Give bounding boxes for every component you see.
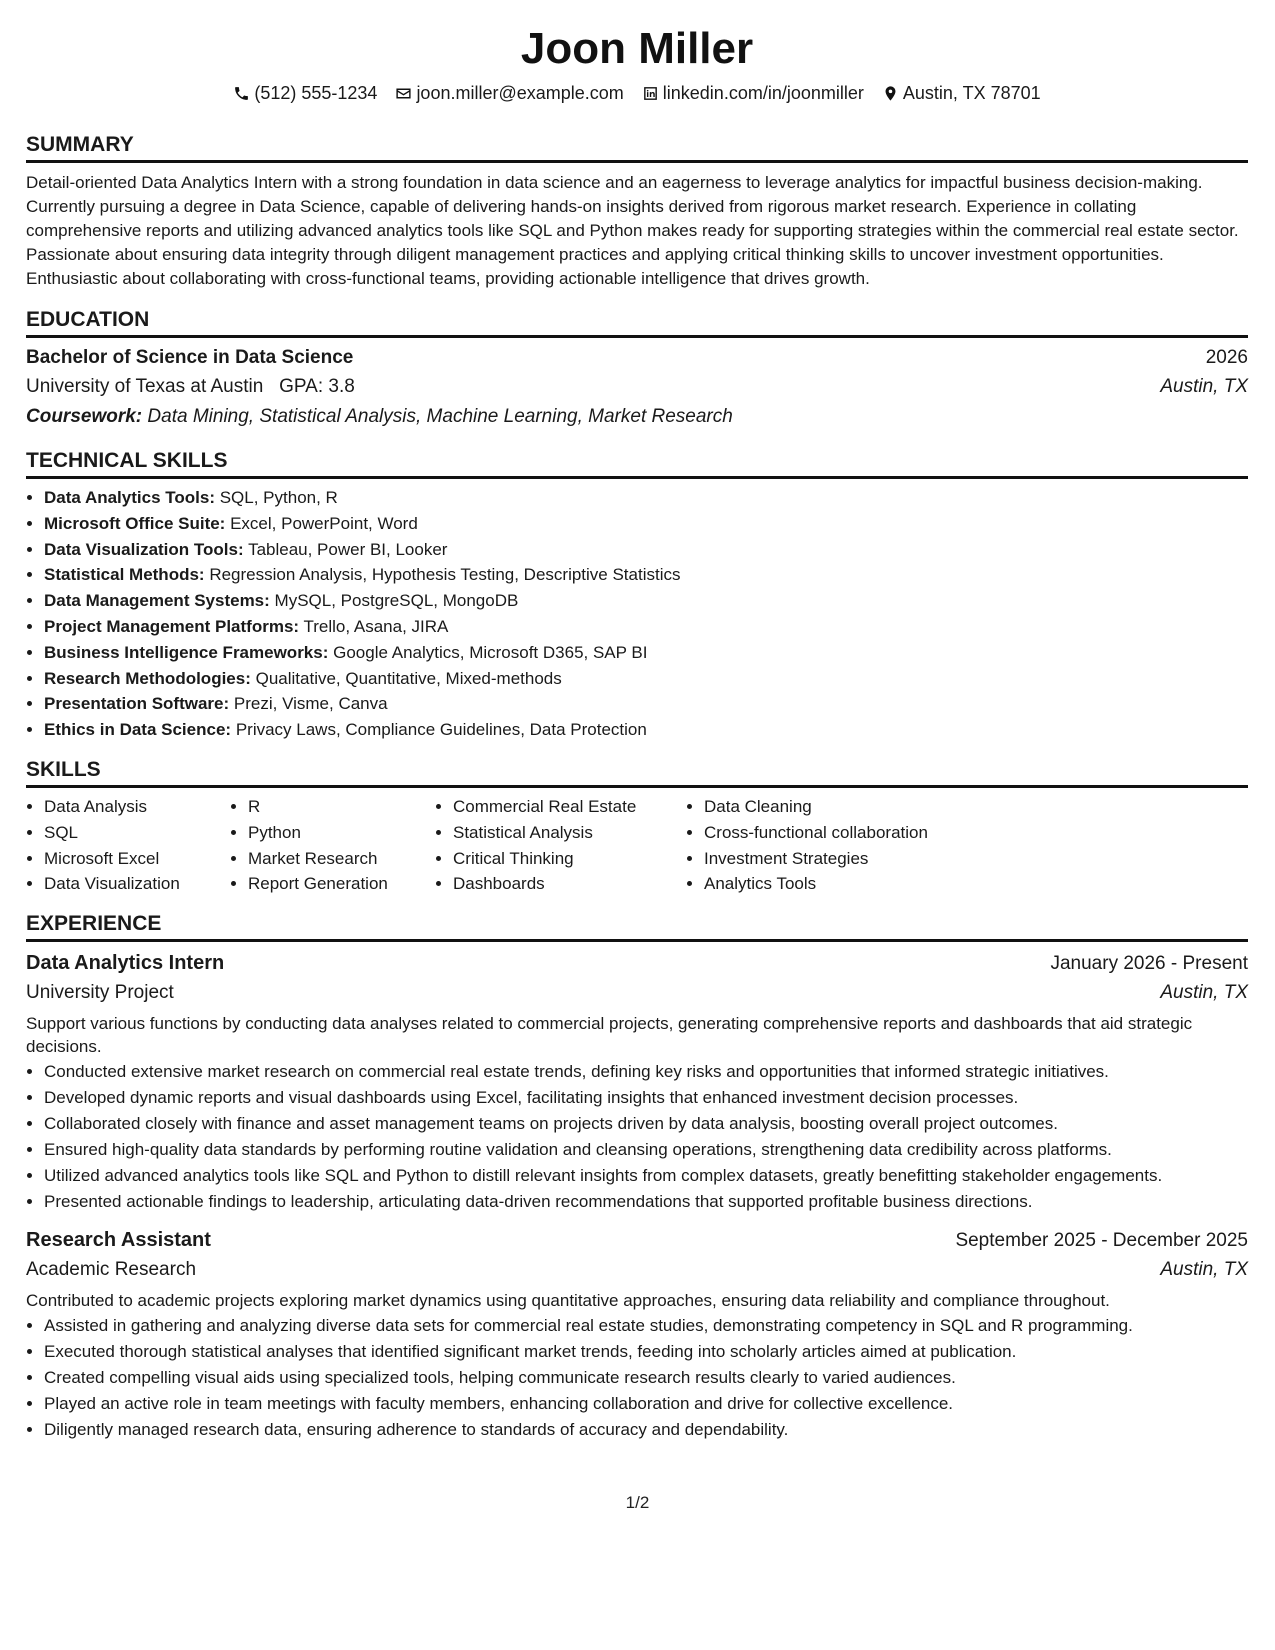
job-header <box>26 1225 1248 1255</box>
skill-value: Privacy Laws, Compliance Guidelines, Data Protection <box>235 720 647 740</box>
skill-label: Research Methodologies: <box>44 668 251 688</box>
skill-value: Trello, Asana, JIRA <box>303 616 449 636</box>
skill-label: Data Analytics Tools: <box>44 488 215 507</box>
candidate-name: Joon Miller <box>520 24 754 73</box>
job-dates: September 2025 - December 2025 <box>955 1230 1248 1252</box>
skill-label: Ethics in Data Science: <box>44 720 232 740</box>
school <box>26 372 355 402</box>
resume-page <box>26 22 1248 1444</box>
email-text: joon.miller@example.com <box>416 83 624 103</box>
list-item: • Diligently managed research data, ensuring adherence to standards of accuracy and dependability. <box>44 1418 1248 1441</box>
list-item: • Analytics Tools <box>704 871 1104 897</box>
skill-label: Presentation Software: <box>44 694 230 714</box>
list-item <box>44 666 1248 692</box>
list-item: • Developed dynamic reports and visual dashboards using Excel, facilitating insights that enhanced investment decision processes. <box>44 1086 1248 1109</box>
skills-column <box>230 794 435 897</box>
technical-skills-list <box>26 485 1248 743</box>
skill-label: Data Management Systems: <box>44 591 270 611</box>
summary-section <box>26 132 1248 291</box>
list-item: • Executed thorough statistical analyses that identified significant market trends, feeding into scholarly articles aimed at publication. <box>44 1340 1248 1363</box>
skill-value: Google Analytics, Microsoft D365, SAP BI <box>333 642 648 662</box>
list-item: • Played an active role in team meetings with faculty members, enhancing collaboration and drive for collective excellence. <box>44 1392 1248 1415</box>
list-item: • Statistical Analysis <box>453 820 686 846</box>
list-item <box>44 691 1248 717</box>
job-summary: Support various functions by conducting data analyses related to commercial projects, generating comprehensive reports and dashboards that aid strategic decisions. <box>26 1014 1193 1057</box>
skill-value: SQL, Python, R <box>219 488 338 507</box>
location-text: Austin, TX 78701 <box>902 83 1041 103</box>
list-item <box>44 537 1248 563</box>
list-item: • Python <box>248 820 435 846</box>
phone-text: (512) 555-1234 <box>254 83 378 103</box>
phone-icon <box>233 85 250 102</box>
job-subheader <box>26 1255 1248 1285</box>
section-title: TECHNICAL SKILLS <box>26 448 1248 479</box>
linkedin-icon <box>642 85 659 102</box>
list-item <box>44 588 1248 614</box>
job-subheader <box>26 978 1248 1008</box>
list-item: • Assisted in gathering and analyzing diverse data sets for commercial real estate studies, demonstrating competency in SQL and R programming. <box>44 1314 1248 1337</box>
contact-bar <box>26 80 1248 106</box>
skill-label: Statistical Methods: <box>44 565 205 585</box>
job-entry <box>26 948 1248 1213</box>
list-item: • Cross-functional collaboration <box>704 820 1104 846</box>
skill-value: Excel, PowerPoint, Word <box>230 513 418 533</box>
gpa: GPA: 3.8 <box>279 376 355 397</box>
job-location: Austin, TX <box>1160 1259 1248 1281</box>
skill-value: MySQL, PostgreSQL, MongoDB <box>274 591 519 611</box>
contact-location <box>882 80 1041 106</box>
job-header <box>26 948 1248 978</box>
degree: Bachelor of Science in Data Science <box>26 347 354 368</box>
skill-label: Data Visualization Tools: <box>44 539 244 559</box>
experience-section <box>26 911 1248 1441</box>
list-item: • Commercial Real Estate <box>453 794 686 820</box>
list-item <box>44 485 1248 511</box>
technical-skills-section <box>26 448 1248 743</box>
job-title: Data Analytics Intern <box>26 952 225 975</box>
linkedin-text: linkedin.com/in/joonmiller <box>662 83 864 103</box>
job-location: Austin, TX <box>1160 982 1248 1004</box>
envelope-icon <box>395 85 412 102</box>
list-item <box>44 511 1248 537</box>
coursework <box>26 402 1248 432</box>
skill-value: Tableau, Power BI, Looker <box>248 539 448 559</box>
contact-email[interactable] <box>395 80 623 106</box>
list-item: • Market Research <box>248 846 435 872</box>
page-number: 1/2 <box>625 1493 650 1512</box>
job-bullets <box>26 1314 1248 1441</box>
list-item <box>44 614 1248 640</box>
section-title: EDUCATION <box>26 307 1248 338</box>
coursework-list: Data Mining, Statistical Analysis, Machine Learning, Market Research <box>147 406 733 427</box>
graduation-year: 2026 <box>1205 347 1248 368</box>
list-item: • R <box>248 794 435 820</box>
skill-value: Qualitative, Quantitative, Mixed-methods <box>255 668 562 688</box>
contact-phone[interactable] <box>233 80 377 106</box>
skill-value: Regression Analysis, Hypothesis Testing, Descriptive Statistics <box>209 565 681 585</box>
list-item: • Utilized advanced analytics tools like SQL and Python to distill relevant insights from complex datasets, greatly benefitting stakeholder engagements. <box>44 1164 1248 1187</box>
list-item: • Collaborated closely with finance and asset management teams on projects driven by data analysis, boosting overall project outcomes. <box>44 1112 1248 1135</box>
list-item <box>44 717 1248 743</box>
list-item: • Dashboards <box>453 871 686 897</box>
skill-value: Prezi, Visme, Canva <box>233 694 388 714</box>
coursework-label: Coursework: <box>26 406 143 427</box>
section-title: SUMMARY <box>26 132 1248 163</box>
section-title: SKILLS <box>26 757 1248 788</box>
section-title: EXPERIENCE <box>26 911 1248 942</box>
map-pin-icon <box>882 85 899 102</box>
skills-grid <box>26 794 1248 897</box>
skill-label: Microsoft Office Suite: <box>44 513 226 533</box>
skills-column <box>686 794 1104 897</box>
job-bullets <box>26 1060 1248 1213</box>
education-row <box>26 344 1248 372</box>
school-name: University of Texas at Austin <box>26 376 264 397</box>
summary-text: Detail-oriented Data Analytics Intern with a strong foundation in data science and an eagerness to leverage analytics for impactful business decision-making. Currently pursuing a degree in Data Science, capable of delivering hands-on insights derived from rigorous market research. Experience in collating comprehensive reports and utilizing advanced analytics tools like SQL and Python makes ready for supporting strategies within the commercial real estate sector. Passionate about ensuring data integrity through diligent management practices and applying critical thinking skills to uncover investment opportunities. Enthusiastic about collaborating with cross-functional teams, providing actionable intelligence that drives growth. <box>26 173 1239 288</box>
list-item: • Data Visualization <box>44 871 230 897</box>
skill-label: Project Management Platforms: <box>44 616 300 636</box>
job-title: Research Assistant <box>26 1229 211 1252</box>
skills-section <box>26 757 1248 897</box>
list-item: • Investment Strategies <box>704 846 1104 872</box>
job-summary: Contributed to academic projects exploring market dynamics using quantitative approaches, ensuring data reliability and compliance throughout. <box>26 1291 1110 1311</box>
skills-column <box>435 794 686 897</box>
job-entry <box>26 1225 1248 1441</box>
list-item <box>44 562 1248 588</box>
list-item: • Report Generation <box>248 871 435 897</box>
list-item: • Created compelling visual aids using specialized tools, helping communicate research results clearly to varied audiences. <box>44 1366 1248 1389</box>
list-item <box>44 640 1248 666</box>
school-location: Austin, TX <box>1160 376 1248 397</box>
job-org: Academic Research <box>26 1259 197 1281</box>
job-org: University Project <box>26 982 174 1004</box>
education-school-row <box>26 372 1248 402</box>
education-section <box>26 307 1248 432</box>
job-dates: January 2026 - Present <box>1050 953 1248 975</box>
list-item: • Data Analysis <box>44 794 230 820</box>
list-item: • Presented actionable findings to leadership, articulating data-driven recommendations that supported profitable business directions. <box>44 1190 1248 1213</box>
list-item: • Conducted extensive market research on commercial real estate trends, defining key risks and opportunities that informed strategic initiatives. <box>44 1060 1248 1083</box>
contact-linkedin[interactable] <box>642 80 864 106</box>
skills-column <box>26 794 230 897</box>
list-item: • Ensured high-quality data standards by performing routine validation and cleansing operations, strengthening data credibility across platforms. <box>44 1138 1248 1161</box>
list-item: • SQL <box>44 820 230 846</box>
skill-label: Business Intelligence Frameworks: <box>44 642 329 662</box>
list-item: • Data Cleaning <box>704 794 1104 820</box>
list-item: • Microsoft Excel <box>44 846 230 872</box>
list-item: • Critical Thinking <box>453 846 686 872</box>
